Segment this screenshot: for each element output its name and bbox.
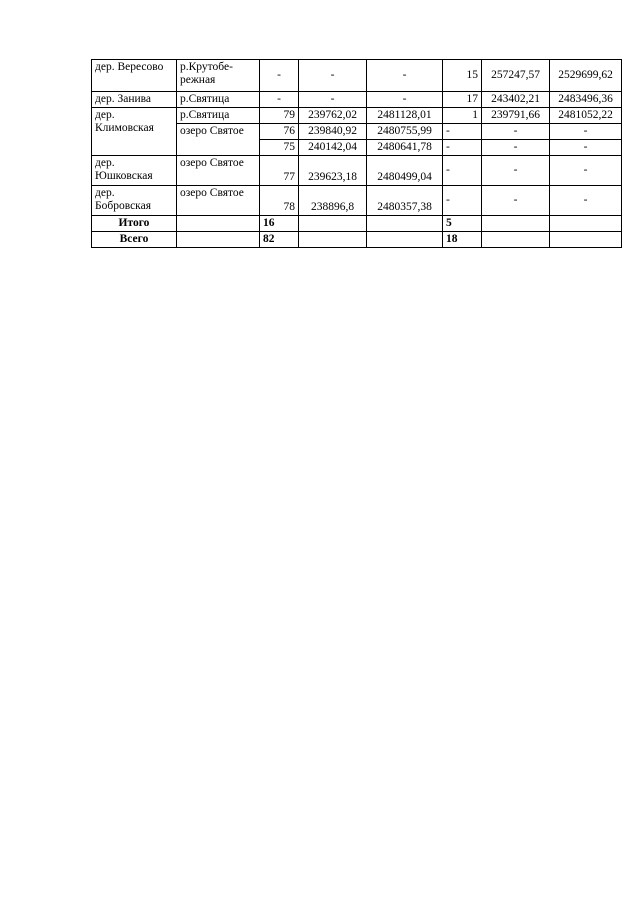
coord-x-cell: 239840,92 xyxy=(299,124,367,140)
number-cell: 77 xyxy=(260,156,299,186)
coord-x-cell: - xyxy=(482,124,550,140)
water-body-cell: озеро Святое xyxy=(177,186,260,216)
water-body-cell: р.Святица xyxy=(177,92,260,108)
water-body-cell: озеро Святое xyxy=(177,124,260,156)
coord-y-cell: 2480641,78 xyxy=(367,140,443,156)
coord-y-cell: - xyxy=(550,186,622,216)
coord-x-cell: - xyxy=(482,156,550,186)
coord-y-cell: - xyxy=(550,124,622,140)
coord-x-cell: 239762,02 xyxy=(299,108,367,124)
coord-y-cell: 2481052,22 xyxy=(550,108,622,124)
subtotal-row xyxy=(92,216,622,232)
number-cell: 78 xyxy=(260,186,299,216)
number-cell: 75 xyxy=(260,140,299,156)
water-body-cell: р.Святица xyxy=(177,108,260,124)
coord-x-cell: - xyxy=(482,186,550,216)
number-cell: - xyxy=(443,156,482,186)
empty-cell xyxy=(550,232,622,248)
coord-x-cell: 238896,8 xyxy=(299,186,367,216)
settlement-cell: дер. Бобровская xyxy=(92,186,177,216)
number-cell: - xyxy=(260,92,299,108)
number-cell: - xyxy=(443,124,482,140)
coord-y-cell: 2480357,38 xyxy=(367,186,443,216)
coordinates-table xyxy=(91,59,622,248)
coord-y-cell: 2483496,36 xyxy=(550,92,622,108)
subtotal-label: Итого xyxy=(92,216,177,232)
table-row xyxy=(92,186,622,216)
table-row xyxy=(92,60,622,92)
table-row xyxy=(92,92,622,108)
settlement-cell: дер. Юшковская xyxy=(92,156,177,186)
empty-cell xyxy=(482,216,550,232)
settlement-cell: дер. Вересово xyxy=(92,60,177,92)
table-row xyxy=(92,108,622,124)
empty-cell xyxy=(482,232,550,248)
number-cell: - xyxy=(260,60,299,92)
water-body-cell: р.Крутобе-режная xyxy=(177,60,260,92)
empty-cell xyxy=(177,232,260,248)
table-row xyxy=(92,156,622,186)
coord-y-cell: 2529699,62 xyxy=(550,60,622,92)
coord-x-cell: - xyxy=(299,92,367,108)
total-count-2: 18 xyxy=(443,232,482,248)
coord-y-cell: - xyxy=(367,92,443,108)
coord-x-cell: 239791,66 xyxy=(482,108,550,124)
coord-x-cell: - xyxy=(299,60,367,92)
empty-cell xyxy=(299,232,367,248)
empty-cell xyxy=(367,232,443,248)
coord-x-cell: - xyxy=(482,140,550,156)
coord-y-cell: - xyxy=(550,156,622,186)
number-cell: 17 xyxy=(443,92,482,108)
subtotal-count-2: 5 xyxy=(443,216,482,232)
settlement-cell: дер. Занива xyxy=(92,92,177,108)
coord-x-cell: 257247,57 xyxy=(482,60,550,92)
empty-cell xyxy=(550,216,622,232)
number-cell: - xyxy=(443,186,482,216)
coord-y-cell: - xyxy=(550,140,622,156)
coord-x-cell: 239623,18 xyxy=(299,156,367,186)
number-cell: 76 xyxy=(260,124,299,140)
number-cell: 15 xyxy=(443,60,482,92)
empty-cell xyxy=(177,216,260,232)
total-row xyxy=(92,232,622,248)
number-cell: 1 xyxy=(443,108,482,124)
number-cell: - xyxy=(443,140,482,156)
coord-y-cell: 2480755,99 xyxy=(367,124,443,140)
water-body-cell: озеро Святое xyxy=(177,156,260,186)
coord-x-cell: 240142,04 xyxy=(299,140,367,156)
coord-x-cell: 243402,21 xyxy=(482,92,550,108)
coord-y-cell: 2481128,01 xyxy=(367,108,443,124)
settlement-cell: дер. Климовская xyxy=(92,108,177,156)
empty-cell xyxy=(299,216,367,232)
number-cell: 79 xyxy=(260,108,299,124)
empty-cell xyxy=(367,216,443,232)
total-label: Всего xyxy=(92,232,177,248)
total-count-1: 82 xyxy=(260,232,299,248)
coord-y-cell: 2480499,04 xyxy=(367,156,443,186)
coord-y-cell: - xyxy=(367,60,443,92)
subtotal-count-1: 16 xyxy=(260,216,299,232)
